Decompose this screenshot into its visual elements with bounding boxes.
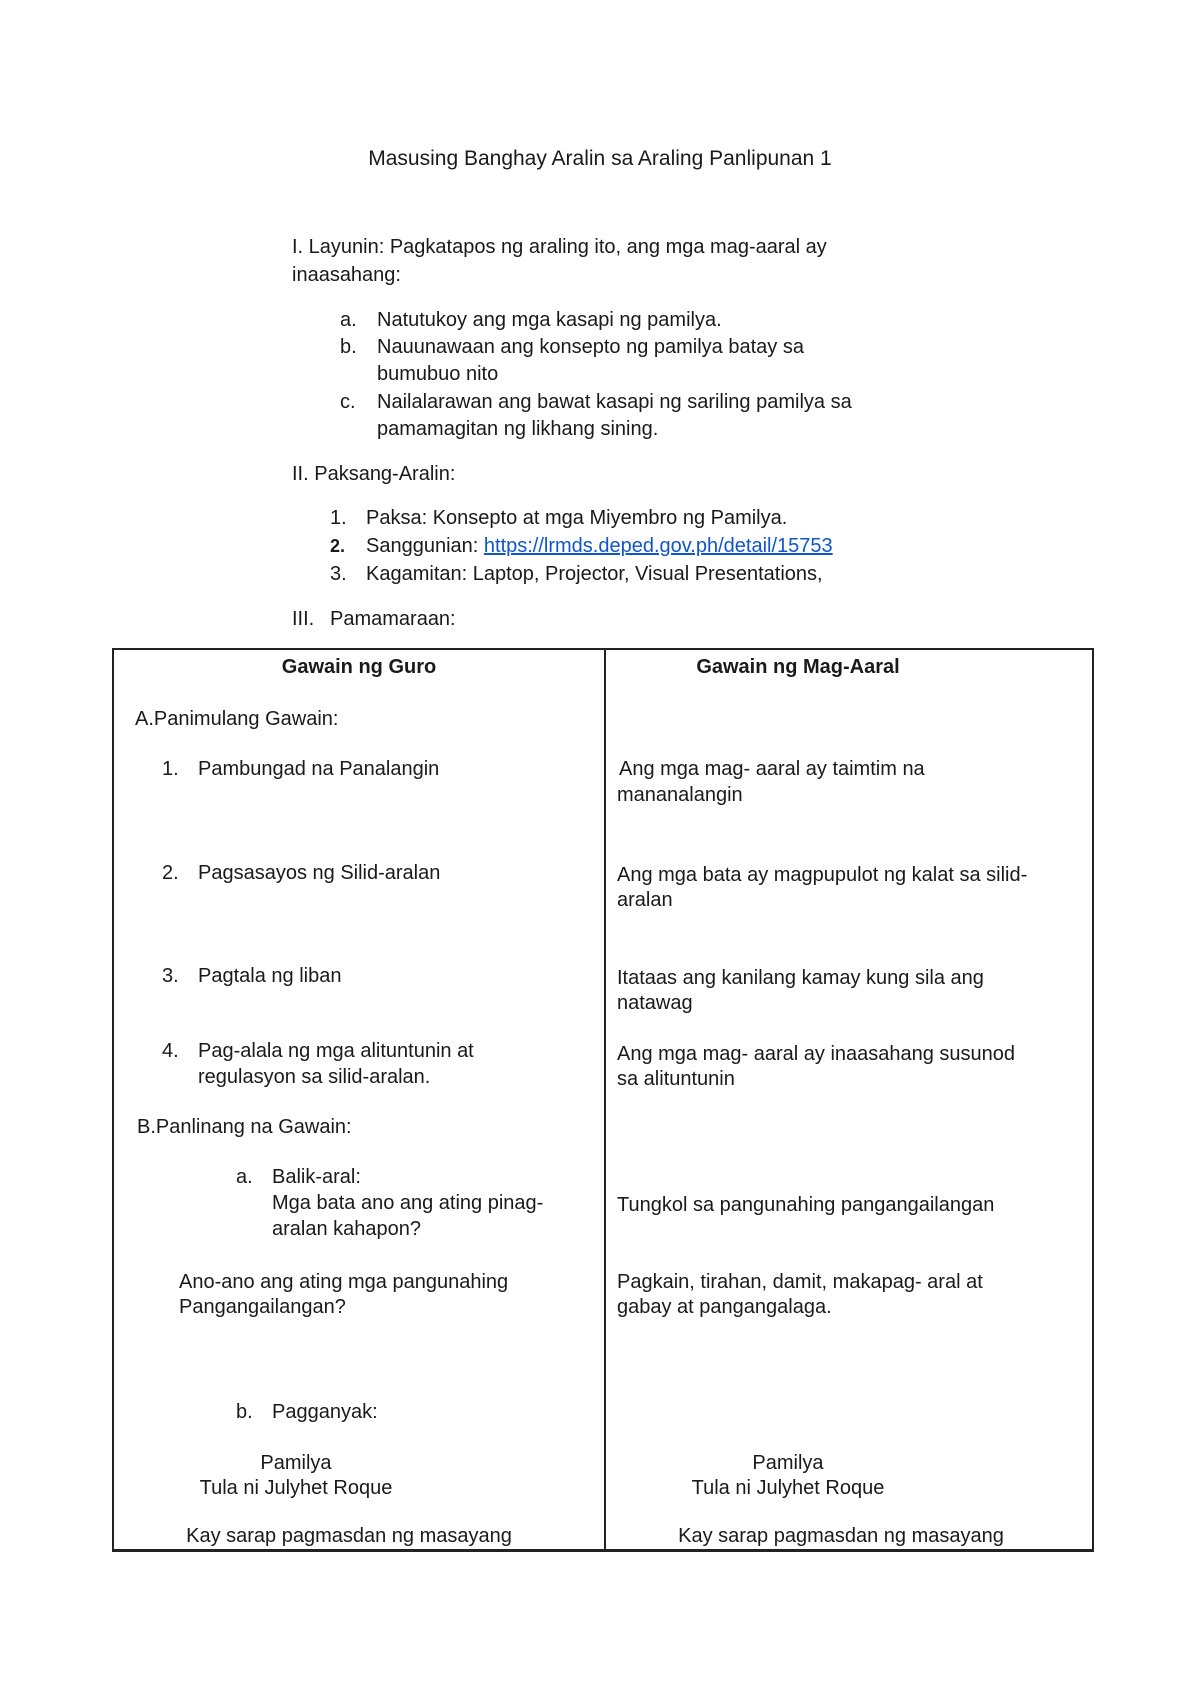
header-gawain-ng-guro: Gawain ng Guro: [281, 656, 437, 678]
paksa-marker: 1.: [330, 507, 347, 529]
panlinang-na-gawain: B.Panlinang na Gawain:: [137, 1116, 352, 1138]
poem-author-left: Tula ni Julyhet Roque: [199, 1477, 393, 1499]
step-2-student-1: Ang mga bata ay magpupulot ng kalat sa silid-: [617, 864, 1028, 886]
step-4-student-2: sa alituntunin: [617, 1068, 735, 1090]
balik-aral-marker: a.: [236, 1166, 253, 1188]
objective-c-text-1: Nailalarawan ang bawat kasapi ng sariling pamilya sa: [377, 391, 852, 413]
step-2-marker: 2.: [162, 862, 179, 884]
balik-aral-answer: Tungkol sa pangunahing pangangailangan: [617, 1194, 995, 1216]
step-4-teacher-2: regulasyon sa silid-aralan.: [198, 1066, 431, 1088]
header-gawain-ng-mag-aaral: Gawain ng Mag-Aaral: [696, 656, 900, 678]
balik-aral-question-2: aralan kahapon?: [272, 1218, 422, 1240]
objective-b-text-2: bumubuo nito: [377, 363, 499, 385]
objective-a-text: Natutukoy ang mga kasapi ng pamilya.: [377, 309, 722, 331]
poem-line-left: Kay sarap pagmasdan ng masayang: [186, 1525, 512, 1547]
step-1-student-2: mananalangin: [617, 784, 743, 806]
objective-b-text-1: Nauunawaan ang konsepto ng pamilya batay sa: [377, 336, 804, 358]
sanggunian-label: Sanggunian:: [366, 535, 484, 557]
step-1-student-1: Ang mga mag- aaral ay taimtim na: [619, 758, 925, 780]
sanggunian-link[interactable]: https://lrmds.deped.gov.ph/detail/15753: [483, 535, 833, 557]
kagamitan-text: Kagamitan: Laptop, Projector, Visual Presentations,: [366, 563, 823, 585]
document-title: Masusing Banghay Aralin sa Araling Panlipunan 1: [368, 147, 832, 170]
objective-c-text-2: pamamagitan ng likhang sining.: [377, 418, 659, 440]
step-4-teacher-1: Pag-alala ng mga alituntunin at: [198, 1040, 474, 1062]
step-3-student-1: Itataas ang kanilang kamay kung sila ang: [617, 967, 984, 989]
poem-title-left: Pamilya: [260, 1452, 332, 1474]
step-3-teacher: Pagtala ng liban: [198, 965, 342, 987]
sanggunian-item: [366, 533, 833, 559]
objective-c-marker: c.: [340, 391, 356, 413]
column-divider: [604, 650, 606, 1549]
step-3-student-2: natawag: [617, 992, 693, 1014]
pamamaraan-heading: Pamamaraan:: [330, 608, 456, 630]
panimulang-gawain: A.Panimulang Gawain:: [135, 708, 339, 730]
pamamaraan-marker: III.: [292, 608, 315, 630]
poem-title-right: Pamilya: [752, 1452, 824, 1474]
poem-author-right: Tula ni Julyhet Roque: [691, 1477, 885, 1499]
step-2-student-2: aralan: [617, 889, 673, 911]
balik-aral-label: Balik-aral:: [272, 1166, 361, 1188]
pagganyak-label: Pagganyak:: [272, 1401, 378, 1423]
pagganyak-marker: b.: [236, 1401, 253, 1423]
balik-aral-question-1: Mga bata ano ang ating pinag-: [272, 1192, 544, 1214]
step-2-teacher: Pagsasayos ng Silid-aralan: [198, 862, 441, 884]
pangangailangan-question-2: Pangangailangan?: [179, 1296, 346, 1318]
step-1-teacher: Pambungad na Panalangin: [198, 758, 440, 780]
pangangailangan-answer-1: Pagkain, tirahan, damit, makapag- aral at: [617, 1271, 983, 1293]
objective-a-marker: a.: [340, 309, 357, 331]
kagamitan-marker: 3.: [330, 563, 347, 585]
pangangailangan-answer-2: gabay at pangangalaga.: [617, 1296, 832, 1318]
paksa-text: Paksa: Konsepto at mga Miyembro ng Pamilya.: [366, 507, 788, 529]
sanggunian-marker: 2.: [330, 536, 346, 556]
pangangailangan-question-1: Ano-ano ang ating mga pangunahing: [179, 1271, 509, 1293]
poem-line-right: Kay sarap pagmasdan ng masayang: [678, 1525, 1004, 1547]
paksang-aralin-heading: II. Paksang-Aralin:: [292, 463, 456, 485]
procedure-table: [112, 648, 1094, 1552]
layunin-line-1: I. Layunin: Pagkatapos ng araling ito, ang mga mag-aaral ay: [292, 236, 827, 258]
objective-b-marker: b.: [340, 336, 357, 358]
step-4-marker: 4.: [162, 1040, 179, 1062]
step-3-marker: 3.: [162, 965, 179, 987]
step-1-marker: 1.: [162, 758, 179, 780]
layunin-line-2: inaasahang:: [292, 264, 401, 286]
step-4-student-1: Ang mga mag- aaral ay inaasahang susunod: [617, 1043, 1016, 1065]
